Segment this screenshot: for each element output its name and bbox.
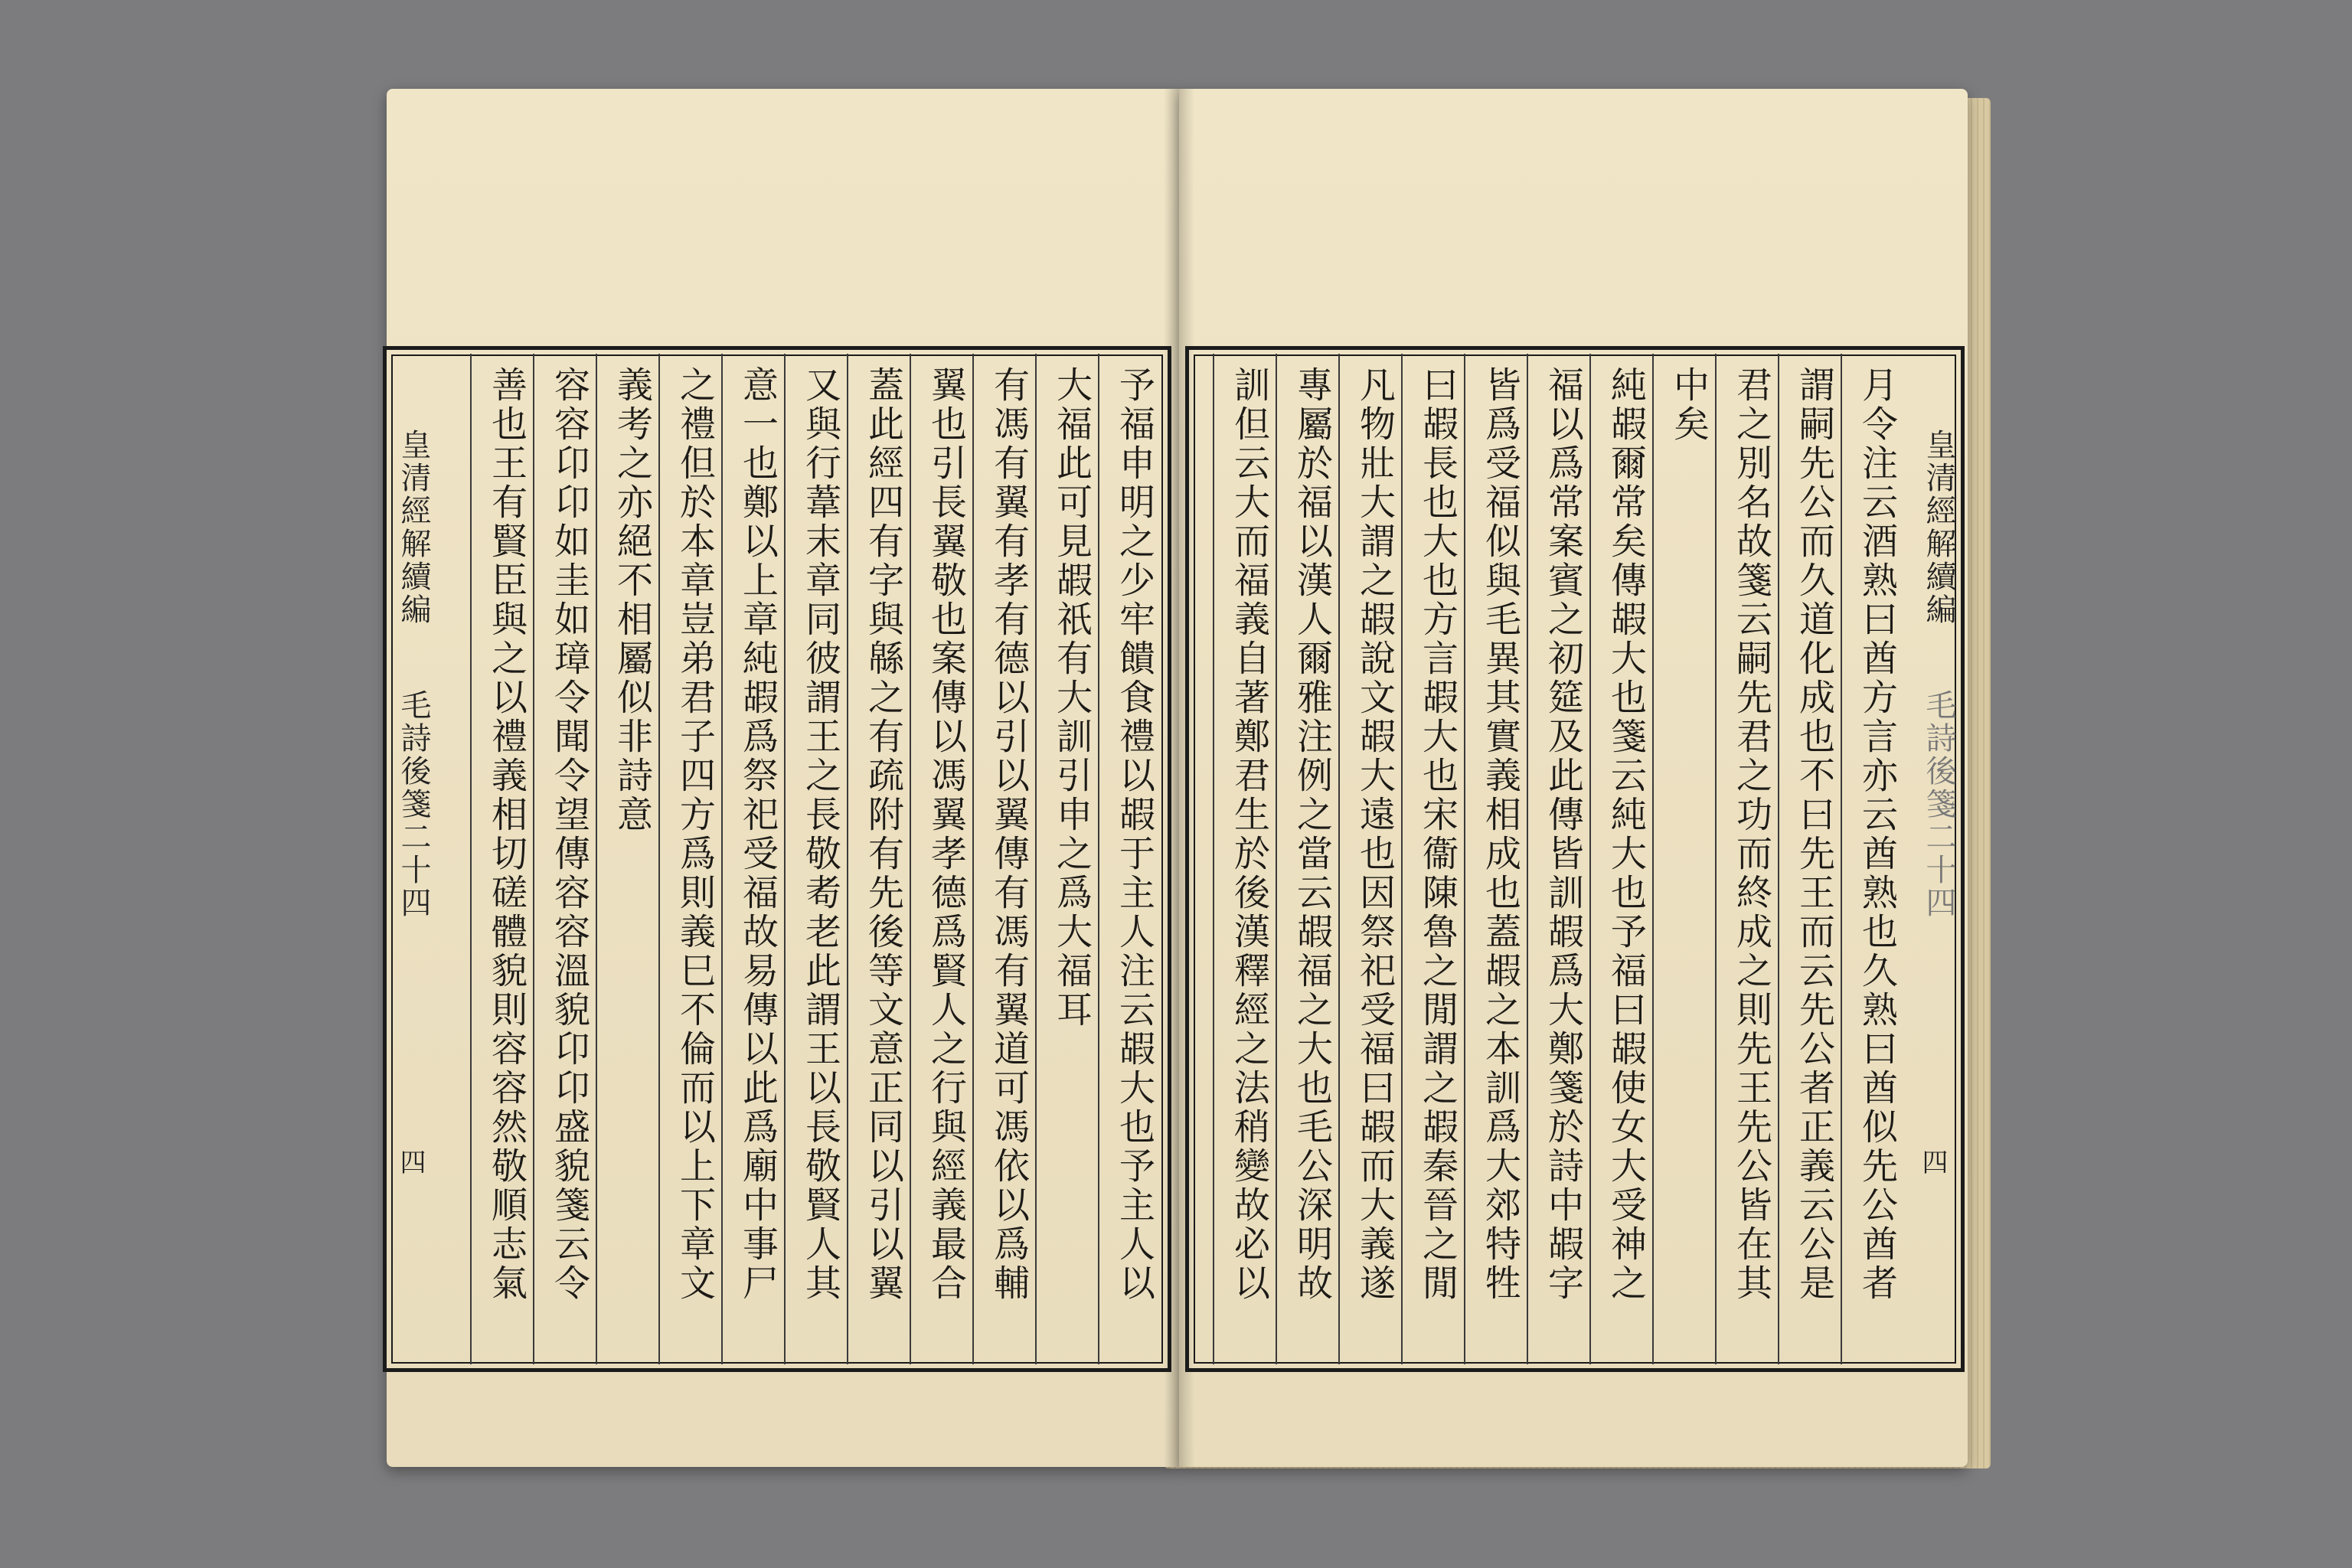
left-text-column: 予福申明之少牢饋食禮以嘏于主人注云嘏大也予主人以 — [1113, 366, 1155, 1303]
left-column-rule — [1098, 354, 1099, 1364]
left-text-column: 又與行葦末章同彼謂王之長敬耇老此謂王以長敬賢人其 — [799, 366, 841, 1303]
left-text-column: 有馮有翼有孝有德以引以翼傳有馮有翼道可馮依以爲輔 — [988, 366, 1030, 1303]
left-margin-folio: 四 — [395, 1148, 426, 1177]
left-text-column: 大福此可見嘏祇有大訓引申之爲大福耳 — [1050, 366, 1093, 1030]
right-column-rule — [1778, 354, 1779, 1364]
right-column-rule — [1589, 354, 1591, 1364]
right-column-rule — [1401, 354, 1403, 1364]
right-text-column: 月令注云酒熟曰酋方言亦云酋熟也久熟曰酋似先公酋者 — [1856, 366, 1898, 1303]
right-column-rule — [1338, 354, 1340, 1364]
left-text-column: 之禮但於本章豈弟君子四方爲則義巳不倫而以上下章文 — [674, 366, 716, 1303]
left-margin-subtitle: 毛詩後箋二十四 — [396, 689, 431, 920]
left-text-column: 意一也鄭以上章純嘏爲祭祀受福故易傳以此爲廟中事尸 — [737, 366, 779, 1303]
left-column-rule — [596, 354, 597, 1364]
right-column-rule — [1527, 354, 1528, 1364]
right-column-rule — [1464, 354, 1465, 1364]
right-column-rule — [1652, 354, 1654, 1364]
left-column-rule — [784, 354, 786, 1364]
left-column-rule — [533, 354, 534, 1364]
left-column-rule — [847, 354, 848, 1364]
left-column-rule — [658, 354, 660, 1364]
left-column-rule — [470, 354, 472, 1364]
left-column-rule — [721, 354, 723, 1364]
left-text-column: 善也王有賢臣與之以禮義相切磋體貌則容容然敬順志氣 — [485, 366, 528, 1303]
left-column-rule — [1035, 354, 1037, 1364]
left-text-column: 義考之亦絕不相屬似非詩意 — [611, 366, 653, 835]
right-column-rule — [1213, 354, 1214, 1364]
left-text-column: 容容卬卬如圭如璋令聞令望傳容容溫貌卬卬盛貌箋云令 — [548, 366, 590, 1303]
right-column-rule — [1276, 354, 1277, 1364]
right-text-column: 中矣 — [1668, 366, 1710, 444]
right-text-column: 曰嘏長也大也方言嘏大也宋衞陳魯之閒謂之嘏秦晉之閒 — [1416, 366, 1459, 1303]
left-column-rule — [910, 354, 911, 1364]
right-column-rule — [1715, 354, 1717, 1364]
right-text-column: 純嘏爾常矣傳嘏大也箋云純大也予福曰嘏使女大受神之 — [1605, 366, 1647, 1303]
right-text-column: 專屬於福以漢人爾雅注例之當云嘏福之大也毛公深明故 — [1291, 366, 1333, 1303]
right-text-column: 皆爲受福似與毛異其實義相成也蓋嘏之本訓爲大郊特牲 — [1479, 366, 1521, 1303]
left-margin-title: 皇清經解續編 — [396, 429, 431, 626]
right-text-column: 訓但云大而福義自著鄭君生於後漢釋經之法稍變故必以 — [1228, 366, 1270, 1303]
right-margin-folio: 四 — [1917, 1148, 1948, 1177]
left-text-column: 蓋此經四有字與緜之有疏附有先後等文意正同以引以翼 — [862, 366, 904, 1303]
left-text-column: 翼也引長翼敬也案傳以馮翼孝德爲賢人之行與經義最合 — [925, 366, 967, 1303]
right-text-column: 福以爲常案賓之初筵及此傳皆訓嘏爲大鄭箋於詩中嘏字 — [1542, 366, 1584, 1303]
right-column-rule — [1841, 354, 1842, 1364]
left-column-rule — [972, 354, 974, 1364]
right-margin-title: 皇清經解續編 — [1921, 429, 1956, 626]
right-text-column: 謂嗣先公而久道化成也不曰先王而云先公者正義云公是 — [1793, 366, 1835, 1303]
right-margin-subtitle: 毛詩後箋二十四 — [1921, 689, 1956, 920]
right-text-column: 君之別名故箋云嗣先君之功而終成之則先王先公皆在其 — [1730, 366, 1772, 1303]
right-text-column: 凡物壯大謂之嘏說文嘏大遠也因祭祀受福曰嘏而大義遂 — [1354, 366, 1396, 1303]
